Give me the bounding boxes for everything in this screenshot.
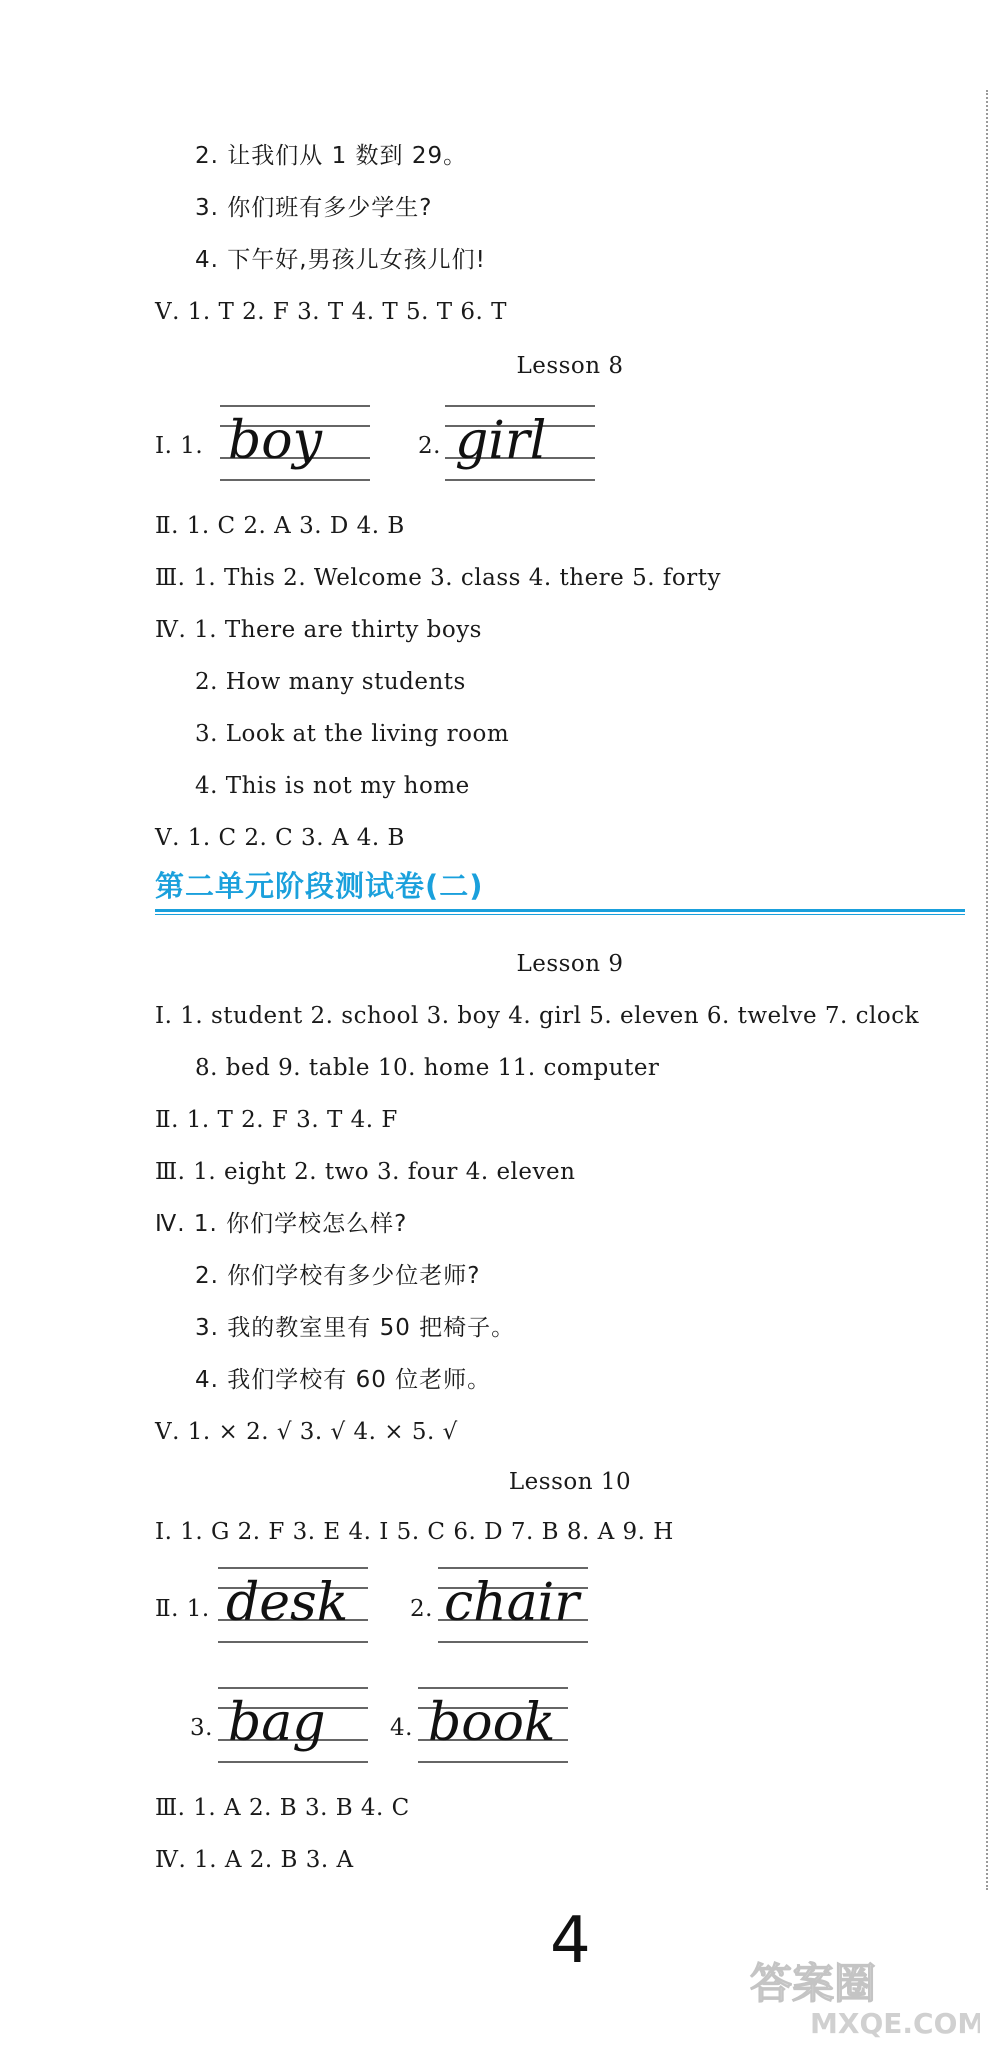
lesson-8-writing-boy [220, 398, 380, 492]
lesson-8-i-label-1: Ⅰ. 1. [155, 433, 204, 459]
handwritten-word-bag: bag [228, 1693, 326, 1753]
top-line-3: 3. 你们班有多少学生? [195, 195, 433, 221]
top-answers-v: Ⅴ. 1. T 2. F 3. T 4. T 5. T 6. T [155, 299, 507, 325]
lesson-10-writing-chair [438, 1560, 598, 1654]
lesson-10-writing-desk [218, 1560, 378, 1654]
heading-rule-thin [155, 914, 965, 915]
lesson-10-writing-bag [218, 1680, 378, 1774]
lesson-10-ii-label-3: 3. [190, 1715, 213, 1741]
lesson-8-i-label-2: 2. [418, 433, 441, 459]
lesson-9-iv-3: 3. 我的教室里有 50 把椅子。 [195, 1315, 516, 1341]
lesson-8-iv-4: 4. This is not my home [195, 773, 470, 799]
lesson-10-iv: Ⅳ. 1. A 2. B 3. A [155, 1847, 354, 1873]
lesson-8-writing-girl [445, 398, 605, 492]
lesson-8-ii: Ⅱ. 1. C 2. A 3. D 4. B [155, 513, 405, 539]
page-number [540, 1900, 620, 1984]
lesson-9-title: Lesson 9 [516, 951, 624, 977]
lesson-10-ii-label-2: 2. [410, 1596, 433, 1622]
handwritten-word-girl: girl [455, 411, 547, 471]
lesson-10-writing-book [418, 1680, 578, 1774]
lesson-9-iii: Ⅲ. 1. eight 2. two 3. four 4. eleven [155, 1159, 576, 1185]
lesson-10-title: Lesson 10 [508, 1469, 632, 1495]
section-heading: 第二单元阶段测试卷(二) [155, 869, 484, 903]
lesson-10-ii-label-4: 4. [390, 1715, 413, 1741]
lesson-9-i-1: Ⅰ. 1. student 2. school 3. boy 4. girl 5. eleven 6. twelve 7. clock [155, 1003, 920, 1029]
lesson-10-ii-label-1: Ⅱ. 1. [155, 1596, 210, 1622]
handwritten-word-chair: chair [444, 1573, 580, 1633]
lesson-9-iv-2: 2. 你们学校有多少位老师? [195, 1263, 481, 1289]
page-number-text: 4 [550, 1904, 591, 1978]
top-line-4: 4. 下午好,男孩儿女孩儿们! [195, 247, 486, 273]
handwritten-word-desk: desk [226, 1573, 349, 1633]
margin-dotted-line [986, 90, 988, 1890]
lesson-9-iv-4: 4. 我们学校有 60 位老师。 [195, 1367, 492, 1393]
lesson-9-i-2: 8. bed 9. table 10. home 11. computer [195, 1055, 660, 1081]
lesson-9-v: Ⅴ. 1. × 2. √ 3. √ 4. × 5. √ [155, 1419, 458, 1445]
handwritten-word-boy: boy [228, 411, 322, 471]
watermark-logo [740, 1948, 980, 2043]
heading-rule [155, 909, 965, 912]
lesson-8-iv-2: 2. How many students [195, 669, 466, 695]
lesson-8-iv-3: 3. Look at the living room [195, 721, 510, 747]
lesson-10-i: Ⅰ. 1. G 2. F 3. E 4. I 5. C 6. D 7. B 8. A 9. H [155, 1519, 674, 1545]
handwritten-word-book: book [428, 1693, 556, 1753]
lesson-8-iii: Ⅲ. 1. This 2. Welcome 3. class 4. there 5. forty [155, 565, 721, 591]
lesson-8-title: Lesson 8 [516, 353, 624, 379]
watermark-logo-glyphs: 答案圈 [750, 1959, 877, 2008]
lesson-9-iv-1: Ⅳ. 1. 你们学校怎么样? [155, 1211, 408, 1237]
lesson-8-iv-1: Ⅳ. 1. There are thirty boys [155, 617, 482, 643]
lesson-10-iii: Ⅲ. 1. A 2. B 3. B 4. C [155, 1795, 410, 1821]
watermark-url: MXQE.COM [810, 2007, 980, 2040]
lesson-8-v: Ⅴ. 1. C 2. C 3. A 4. B [155, 825, 405, 851]
lesson-9-ii: Ⅱ. 1. T 2. F 3. T 4. F [155, 1107, 398, 1133]
top-line-2: 2. 让我们从 1 数到 29。 [195, 143, 468, 169]
